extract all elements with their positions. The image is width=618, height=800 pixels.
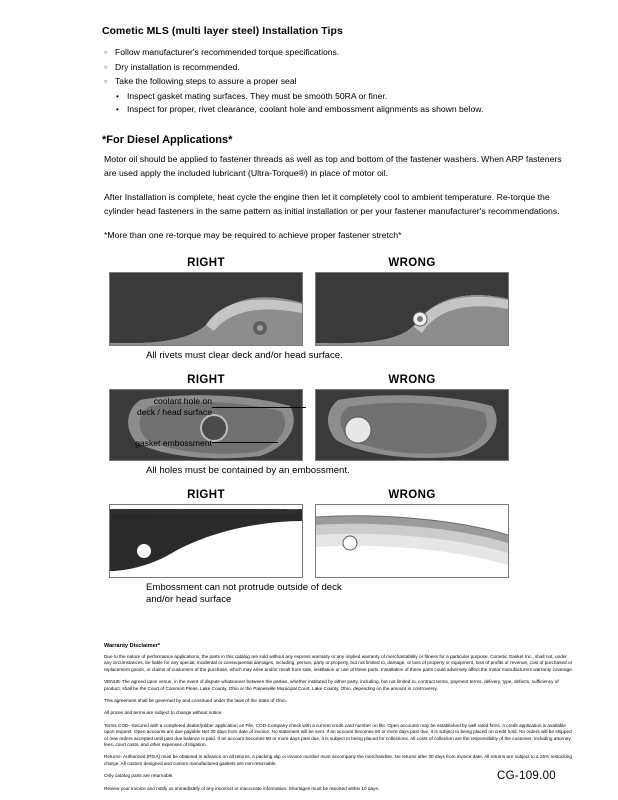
figure-label-right: RIGHT <box>187 373 225 386</box>
warranty-paragraph: Review your invoice and notify us immediately of any incorrect or inaccurate information. Shortages must be reported within 10 days. <box>104 785 380 791</box>
figure-wrong-holes <box>315 374 509 461</box>
figure-row-embossment <box>44 489 574 578</box>
figure-wrong-rivets <box>315 257 509 346</box>
embossment-wrong-diagram <box>316 505 508 571</box>
subtip-text: Inspect gasket mating surfaces. They must be smooth 50RA or finer. <box>127 90 388 101</box>
document-number: CG-109.00 <box>497 770 556 782</box>
tip-text: Take the following steps to assure a proper seal <box>115 76 297 87</box>
rivet-right-diagram <box>110 273 302 345</box>
list-item <box>115 90 574 104</box>
leader-line-coolant <box>212 407 306 408</box>
installation-tips-list <box>104 46 574 117</box>
figure-right-embossment <box>109 489 303 578</box>
warranty-paragraph: Terms COD- Secured with a completed dealer/jobber application on File, COD-Company check with a current credit card number on file. Open accounts may be established by well rated firms. A credit application is available upon request. Open accounts are due payable Net 30 days from date of invoice. No statement will be sent. If an account becomes 60 or more days past due, it is subject to being placed on credit hold. No orders will be shipped or new orders accepted until past due balance is paid. If an account becomes 90 or more days past due, it is subject to being placed for collections. All costs of collection are the responsibility of the customer, including attorney fees, court costs, and other expenses of litigation. <box>104 722 572 747</box>
warranty-paragraph: This agreement shall be governed by and construed under the laws of the State of Ohio. <box>104 697 287 703</box>
annotation-coolant-hole-line1: coolant hole on <box>153 395 212 406</box>
coolant-hole-wrong-diagram <box>316 390 508 460</box>
list-item <box>104 75 574 117</box>
figure-section <box>44 257 574 607</box>
diesel-paragraph-3: *More than one re-torque may be required to achieve proper fastener stretch* <box>104 230 402 241</box>
installation-subtips-list <box>115 90 574 117</box>
leader-line-embossment <box>212 442 278 443</box>
warranty-paragraph: Returns- Authorized (RGA) must be obtained in advance on all returns. A packing slip or invoice number must accompany the merchandise. No returns after 30 days from invoice date. All returns are subject to a 25% restocking charge. All custom designed and custom manufactured gaskets are non-returnable. <box>104 754 572 766</box>
figure-label-wrong: WRONG <box>388 488 436 501</box>
rivet-wrong-diagram <box>316 273 508 345</box>
figure-caption-rivets: All rivets must clear deck and/or head surface. <box>146 349 343 361</box>
subtip-text: Inspect for proper, rivet clearance, coolant hole and embossment alignments as shown below. <box>127 104 484 115</box>
figure-caption-embossment-line2: and/or head surface <box>146 594 232 606</box>
tip-text: Dry installation is recommended. <box>115 61 240 72</box>
warranty-paragraph: Only catalog parts are returnable. <box>104 773 174 779</box>
figure-image-right-rivets <box>109 272 303 346</box>
figure-image-wrong-rivets <box>315 272 509 346</box>
figure-caption-embossment-line1: Embossment can not protrude outside of deck <box>146 581 342 593</box>
diesel-paragraph-1: Motor oil should be applied to fastener threads as well as top and bottom of the fastener washers. When ARP fasteners are used apply the included lubricant (Ultra-Torque®) in place of motor oil. <box>104 153 562 178</box>
figure-right-rivets <box>109 257 303 346</box>
figure-label-wrong: WRONG <box>388 373 436 386</box>
figure-label-wrong: WRONG <box>388 256 436 269</box>
figure-row-wrapper-holes <box>44 374 574 476</box>
figure-label-right: RIGHT <box>187 488 225 501</box>
figure-caption-holes: All holes must be contained by an embossment. <box>146 464 350 476</box>
warranty-paragraph: VENUE-The agreed upon venue, in the event of dispute whatsoever between the parties, whether instituted by either party, including, but not limited to, contract terms, payment terms, delivery, type, defects, sufficiency of product, shall be the Court of Common Pleas, Lake County, Ohio or the Painesville Municipal Court, Lake County, Ohio, depending on the amount in controversy. <box>104 679 559 691</box>
figure-image-wrong-holes <box>315 389 509 461</box>
list-item <box>104 46 574 60</box>
figure-row-wrapper-embossment <box>44 489 574 607</box>
diesel-paragraph-2: After Installation is complete, heat cycle the engine then let it completely cool to ambient temperature. Re-torque the cylinder head fasteners in the same pattern as initial installation or per your fastener manufacturer's recommendations. <box>104 192 560 216</box>
page-title: Cometic MLS (multi layer steel) Installation Tips <box>102 26 343 37</box>
tip-text: Follow manufacturer's recommended torque specifications. <box>115 47 340 57</box>
figure-caption-embossment-wrapper <box>44 582 574 607</box>
diesel-heading: *For Diesel Applications* <box>102 133 233 146</box>
annotation-coolant-hole <box>62 396 212 419</box>
warranty-paragraph: All prices and terms are subject to change without notice. <box>104 710 223 716</box>
annotation-coolant-hole-line2: deck / head surface <box>136 407 212 418</box>
figure-image-wrong-embossment <box>315 504 509 578</box>
figure-label-right: RIGHT <box>187 256 225 269</box>
list-item <box>104 61 574 75</box>
annotation-gasket-embossment: gasket embossment <box>135 437 212 448</box>
figure-image-right-embossment <box>109 504 303 578</box>
list-item <box>115 103 574 117</box>
embossment-right-diagram <box>110 505 302 571</box>
warranty-heading: Warranty Disclaimer* <box>104 642 161 649</box>
figure-wrong-embossment <box>315 489 509 578</box>
figure-row-rivets <box>44 257 574 346</box>
warranty-paragraph: Due to the nature of performance applications, the parts in this catalog are sold without any express warranty or any implied warranty of merchantability or fitness for a particular purpose. Cometic Gasket Inc., shall not, under any circumstances, be liable for any special, incidental or consequential damages, including, person, party or property, but not limited to, damage, or loss of property or equipment, loss of profits or revenue, cost of purchased or replacement goods, or claims of customers of the purchase, which may arise and/or result from sale, instillation or use of these parts. Installation of these parts could adversely affect the motor manufacturers warranty coverage. <box>104 653 574 672</box>
